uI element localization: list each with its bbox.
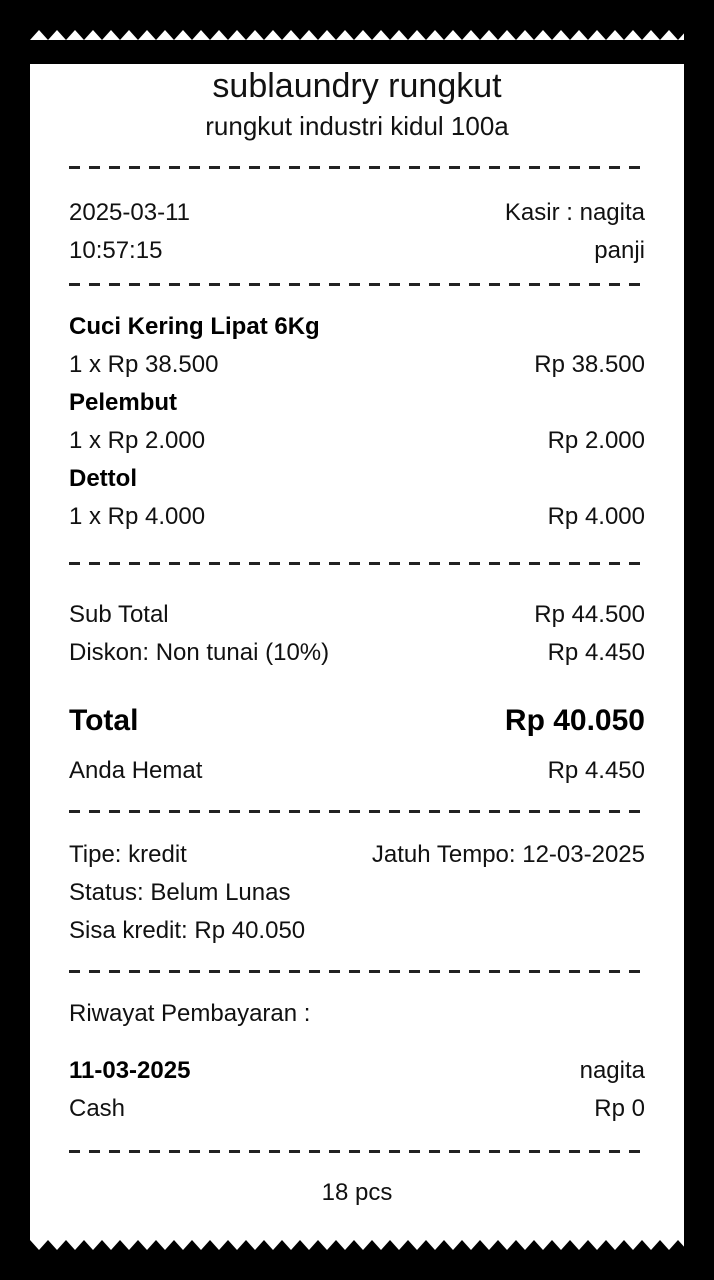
- credit-due-date: Jatuh Tempo: 12-03-2025: [371, 841, 645, 868]
- cashier-name-line2: panji: [594, 237, 645, 264]
- dashed-divider: [69, 283, 645, 286]
- meta-cashier: [505, 194, 645, 270]
- item-name: Pelembut: [69, 389, 178, 416]
- payment-method: Cash: [69, 1095, 126, 1122]
- payment-history-heading: Riwayat Pembayaran :: [69, 1000, 311, 1027]
- payment-method-row: [69, 1090, 645, 1128]
- discount-row: [69, 634, 645, 672]
- item-amount: Rp 2.000: [547, 427, 645, 454]
- receipt-torn-edge-top: [30, 30, 684, 40]
- dashed-divider: [69, 562, 645, 565]
- item-list: [69, 308, 645, 536]
- payment-date: 11-03-2025: [69, 1057, 191, 1084]
- list-item: [69, 308, 645, 384]
- item-amount: Rp 4.000: [547, 503, 645, 530]
- credit-type-row: [69, 836, 645, 874]
- credit-status: Status: Belum Lunas: [69, 879, 291, 906]
- discount-label: Diskon: Non tunai (10%): [69, 639, 330, 666]
- totals-section: [69, 596, 645, 672]
- payment-history: [69, 1052, 645, 1128]
- total-row: [69, 698, 645, 744]
- credit-remaining: Sisa kredit: Rp 40.050: [69, 917, 306, 944]
- meta-datetime: [69, 194, 190, 270]
- receipt-torn-edge-bottom: [30, 1240, 684, 1250]
- receipt-meta: [69, 194, 645, 270]
- store-address: rungkut industri kidul 100a: [205, 111, 509, 141]
- store-name: sublaundry rungkut: [212, 67, 502, 105]
- item-amount: Rp 38.500: [534, 351, 645, 378]
- dashed-divider: [69, 810, 645, 813]
- dashed-divider: [69, 1150, 645, 1153]
- savings-value: Rp 4.450: [547, 757, 645, 784]
- discount-value: Rp 4.450: [547, 639, 645, 666]
- dashed-divider: [69, 970, 645, 973]
- credit-section: [69, 836, 645, 950]
- savings-row: [69, 752, 645, 790]
- item-qty-price: 1 x Rp 38.500: [69, 351, 219, 378]
- item-qty-price: 1 x Rp 2.000: [69, 427, 206, 454]
- item-price-row: [69, 422, 645, 460]
- subtotal-label: Sub Total: [69, 601, 169, 628]
- total-pieces: 18 pcs: [321, 1179, 393, 1206]
- receipt-paper: [30, 64, 684, 1240]
- item-qty-price: 1 x Rp 4.000: [69, 503, 206, 530]
- list-item: [69, 460, 645, 536]
- payment-by: nagita: [579, 1057, 645, 1084]
- cashier-name: Kasir : nagita: [504, 199, 645, 226]
- total-label: Total: [69, 704, 139, 737]
- item-name: Cuci Kering Lipat 6Kg: [69, 313, 320, 340]
- item-price-row: [69, 498, 645, 536]
- subtotal-row: [69, 596, 645, 634]
- credit-type: Tipe: kredit: [69, 841, 187, 868]
- transaction-date: 2025-03-11: [69, 199, 190, 226]
- item-name: Dettol: [69, 465, 137, 492]
- transaction-time: 10:57:15: [69, 237, 163, 264]
- savings-label: Anda Hemat: [69, 757, 203, 784]
- total-value: Rp 40.050: [504, 704, 645, 737]
- receipt: [30, 30, 684, 1250]
- payment-amount: Rp 0: [594, 1095, 645, 1122]
- payment-entry-row: [69, 1052, 645, 1090]
- list-item: [69, 384, 645, 460]
- item-price-row: [69, 346, 645, 384]
- dashed-divider: [69, 166, 645, 169]
- subtotal-value: Rp 44.500: [534, 601, 645, 628]
